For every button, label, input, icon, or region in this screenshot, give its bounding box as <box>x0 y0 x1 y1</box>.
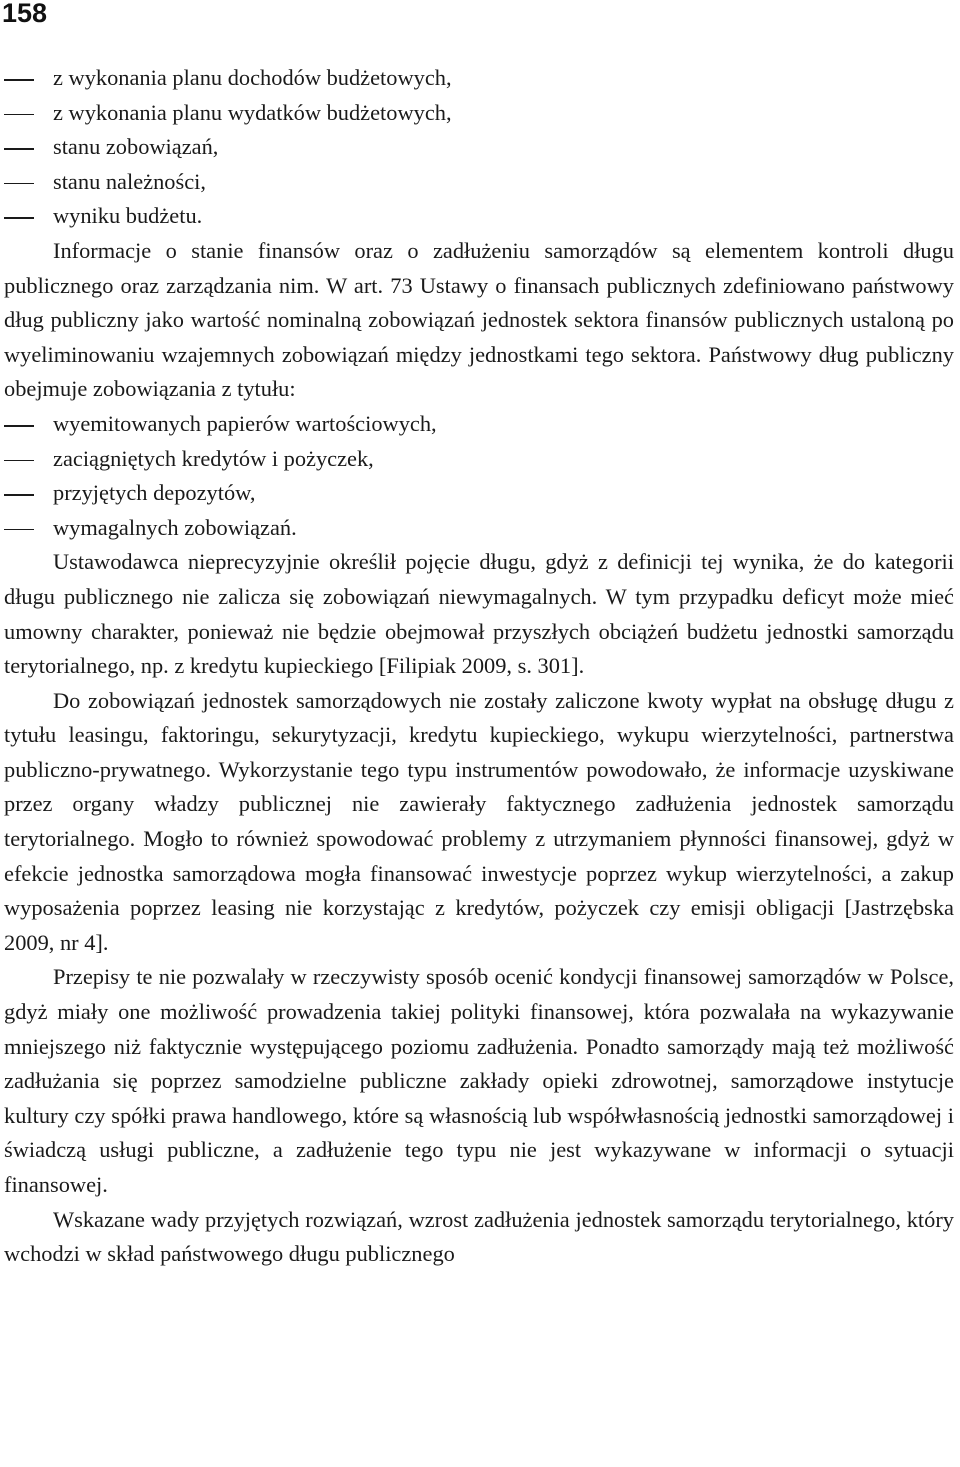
list-item: z wykonania planu wydatków budżetowych, <box>4 96 954 131</box>
report-types-list <box>4 61 954 234</box>
paragraph-legislator: Ustawodawca nieprecyzyjnie określił pojęcie długu, gdyż z definicji tej wynika, że do kategorii długu publicznego nie zalicza się zobowiązań niewymagalnych. W tym przypadku deficyt może mieć umowny charakter, ponieważ nie będzie obejmował przyszłych obciążeń budżetu jednostki samorządu terytorialnego, np. z kredytu kupieckiego [Filipiak 2009, s. 301]. <box>4 549 954 679</box>
paragraph-indicated-flaws: Wskazane wady przyjętych rozwiązań, wzrost zadłużenia jednostek samorządu terytorialnego, który wchodzi w skład państwowego długu publicznego <box>4 1206 954 1267</box>
list-item: przyjętych depozytów, <box>4 476 954 511</box>
debt-components-list <box>4 407 954 545</box>
list-item: wyniku budżetu. <box>4 199 954 234</box>
body-text <box>4 61 954 1272</box>
list-item: zaciągniętych kredytów i pożyczek, <box>4 442 954 477</box>
list-item: wymagalnych zobowiązań. <box>4 511 954 546</box>
paragraph-excluded-liabilities: Do zobowiązań jednostek samorządowych nie zostały zaliczone kwoty wypłat na obsługę długu z tytułu leasingu, faktoringu, sekurytyzacji, kredytu kupieckiego, wykupu wierzytelności, partnerstwa publiczno-prywatnego. Wykorzystanie tego typu instrumentów powodowało, że informacje uzyskiwane przez organy władzy publicznej nie zawierały faktycznego zadłużenia jednostek samorządu terytorialnego. Mogło to również spowodować problemy z utrzymaniem płynności finansowej, gdyż w efekcie jednostka samorządowa mogła finansować inwestycje poprzez wykup wierzytelności, a zakup wyposażenia poprzez leasing nie korzystając z kredytów, pożyczek czy emisji obligacji [Jastrzębska 2009, nr 4]. <box>4 687 954 955</box>
list-item: stanu należności, <box>4 165 954 200</box>
paragraph-regulations: Przepisy te nie pozwalały w rzeczywisty sposób ocenić kondycji finansowej samorządów w Polsce, gdyż miały one możliwość prowadzenia takiej polityki finansowej, która pozwalała na wykazywanie mniejszego niż faktycznie występującego poziomu zadłużenia. Ponadto samorządy mają też możliwość zadłużania się poprzez samodzielne publiczne zakłady opieki zdrowotnej, samorządowe instytucje kultury czy spółki prawa handlowego, które są własnością lub współwłasnością jednostki samorządowej i świadczą usługi publiczne, a zadłużenie tego typu nie jest wykazywane w informacji o sytuacji finansowej. <box>4 964 954 1197</box>
page-number: 158 <box>2 0 48 28</box>
list-item: z wykonania planu dochodów budżetowych, <box>4 61 954 96</box>
list-item: stanu zobowiązań, <box>4 130 954 165</box>
list-item: wyemitowanych papierów wartościowych, <box>4 407 954 442</box>
paragraph-public-debt-definition: Informacje o stanie finansów oraz o zadłużeniu samorządów są elementem kontroli długu publicznego oraz zarządzania nim. W art. 73 Ustawy o finansach publicznych zdefiniowano państwowy dług publiczny jako wartość nominalną zobowiązań jednostek sektora finansów publicznych ustaloną po wyeliminowaniu wzajemnych zobowiązań między jednostkami tego sektora. Państwowy dług publiczny obejmuje zobowiązania z tytułu: <box>4 237 954 402</box>
